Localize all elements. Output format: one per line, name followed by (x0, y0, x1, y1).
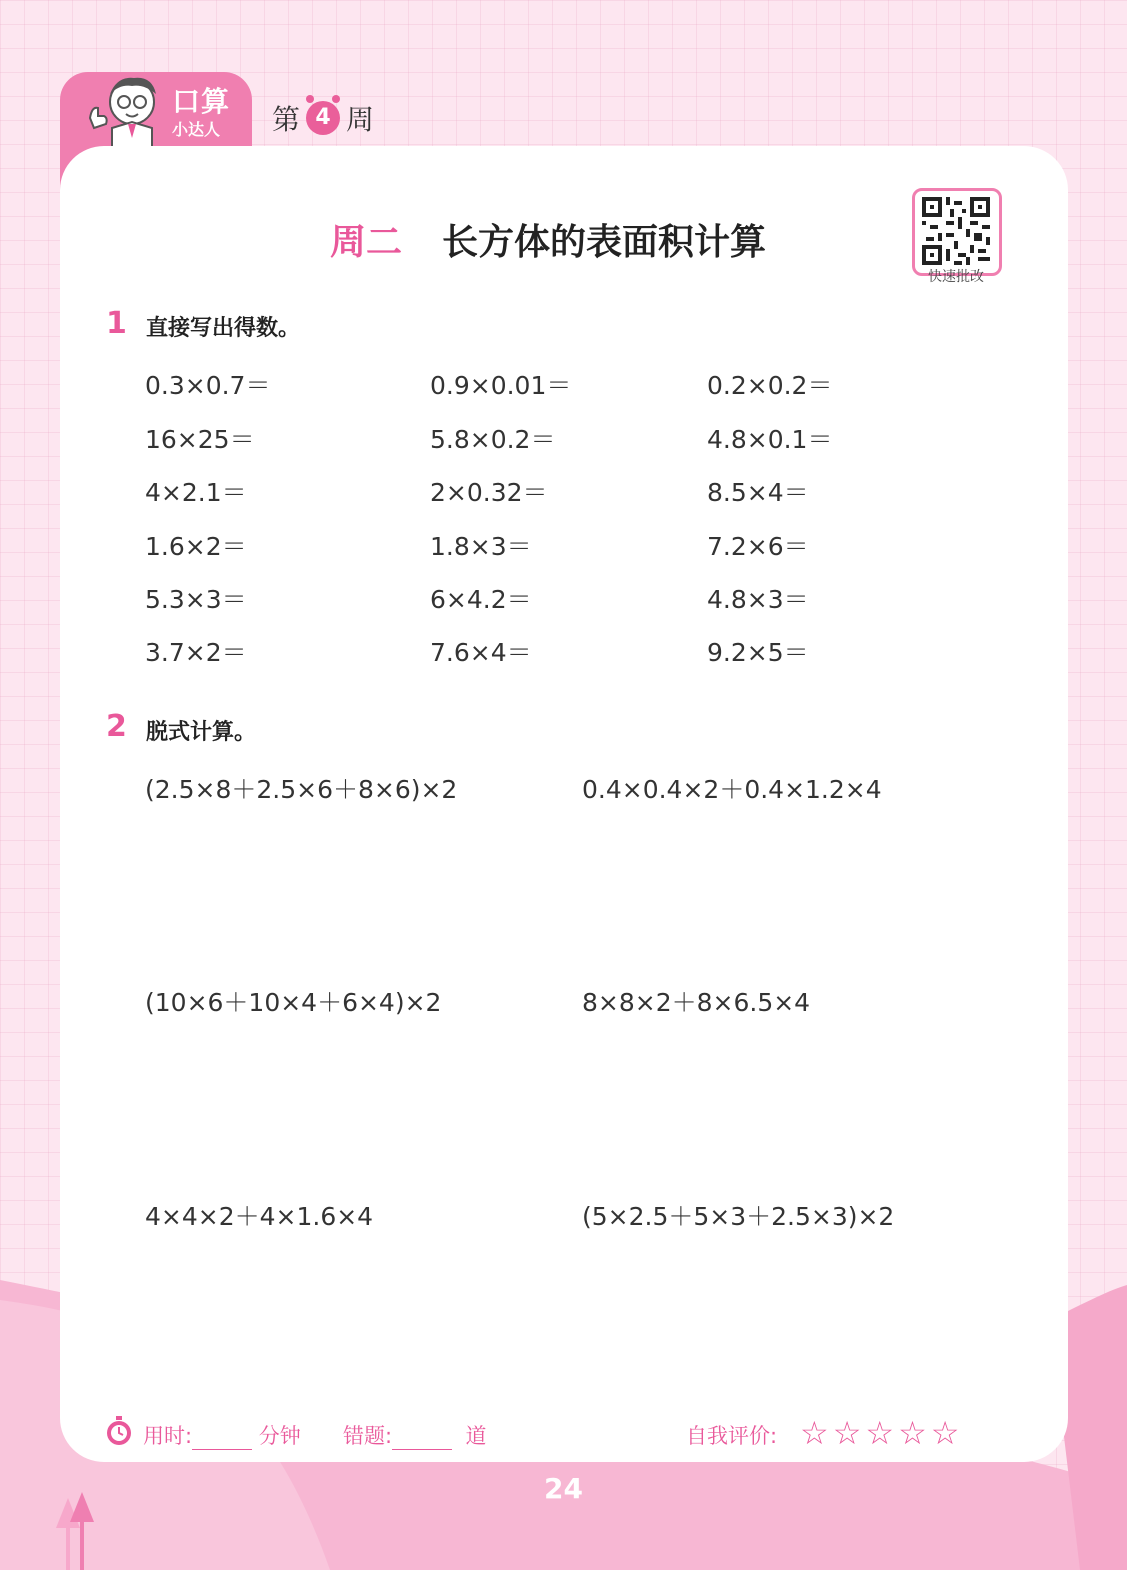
oral-problem: 1.8×3＝ (430, 532, 532, 561)
oral-problem: 4×2.1＝ (145, 478, 247, 507)
week-prefix: 第 (272, 103, 301, 136)
time-unit: 分钟 (258, 1424, 301, 1448)
oral-problem: 3.7×2＝ (145, 638, 247, 667)
week-number: 4 (306, 101, 340, 135)
oral-problem: 0.9×0.01＝ (430, 371, 572, 400)
section-1-number: 1 (106, 306, 127, 341)
week-suffix: 周 (346, 103, 375, 136)
errors-unit: 道 (465, 1424, 487, 1448)
step-problem: 0.4×0.4×2＋0.4×1.2×4 (582, 775, 882, 804)
oral-problem: 4.8×3＝ (707, 585, 809, 614)
oral-problem: 16×25＝ (145, 425, 255, 454)
oral-problem: 9.2×5＝ (707, 638, 809, 667)
errors-field (343, 1420, 486, 1450)
errors-blank[interactable] (392, 1431, 452, 1450)
step-problem: (2.5×8＋2.5×6＋8×6)×2 (145, 775, 458, 804)
badge-title: 口算 (172, 85, 231, 118)
page-number: 24 (544, 1472, 583, 1505)
arrows-decoration-icon (52, 1492, 100, 1570)
rating-stars[interactable]: ☆☆☆☆☆ (800, 1414, 964, 1452)
rating-label: 自我评价: (686, 1424, 778, 1448)
time-blank[interactable] (192, 1431, 252, 1450)
section-2-title: 脱式计算。 (146, 720, 257, 745)
week-indicator (272, 98, 374, 138)
oral-problem: 6×4.2＝ (430, 585, 532, 614)
title-day: 周二 (330, 222, 403, 263)
title-topic: 长方体的表面积计算 (442, 222, 767, 263)
oral-problem: 2×0.32＝ (430, 478, 548, 507)
oral-problem: 5.3×3＝ (145, 585, 247, 614)
oral-problem: 0.3×0.7＝ (145, 371, 271, 400)
oral-problem: 0.2×0.2＝ (707, 371, 833, 400)
step-problem: (5×2.5＋5×3＋2.5×3)×2 (582, 1202, 895, 1231)
oral-problem: 8.5×4＝ (707, 478, 809, 507)
page-title (330, 214, 766, 265)
badge-subtitle: 小达人 (172, 120, 221, 139)
errors-label: 错题: (343, 1424, 393, 1448)
mascot-boy-icon (82, 72, 172, 148)
qr-code-icon (922, 197, 990, 265)
oral-problem: 7.6×4＝ (430, 638, 532, 667)
qr-code[interactable] (912, 188, 1002, 276)
oral-problem: 1.6×2＝ (145, 532, 247, 561)
oral-problem: 7.2×6＝ (707, 532, 809, 561)
time-label: 用时: (143, 1424, 193, 1448)
stopwatch-icon (106, 1416, 132, 1446)
section-2-number: 2 (106, 709, 127, 744)
oral-problem: 4.8×0.1＝ (707, 425, 833, 454)
qr-label: 快速批改 (928, 269, 984, 285)
step-problem: 4×4×2＋4×1.6×4 (145, 1202, 374, 1231)
step-problem: 8×8×2＋8×6.5×4 (582, 988, 811, 1017)
time-field (143, 1420, 301, 1450)
oral-problem: 5.8×0.2＝ (430, 425, 556, 454)
section-1-title: 直接写出得数。 (146, 316, 301, 341)
step-problem: (10×6＋10×4＋6×4)×2 (145, 988, 442, 1017)
